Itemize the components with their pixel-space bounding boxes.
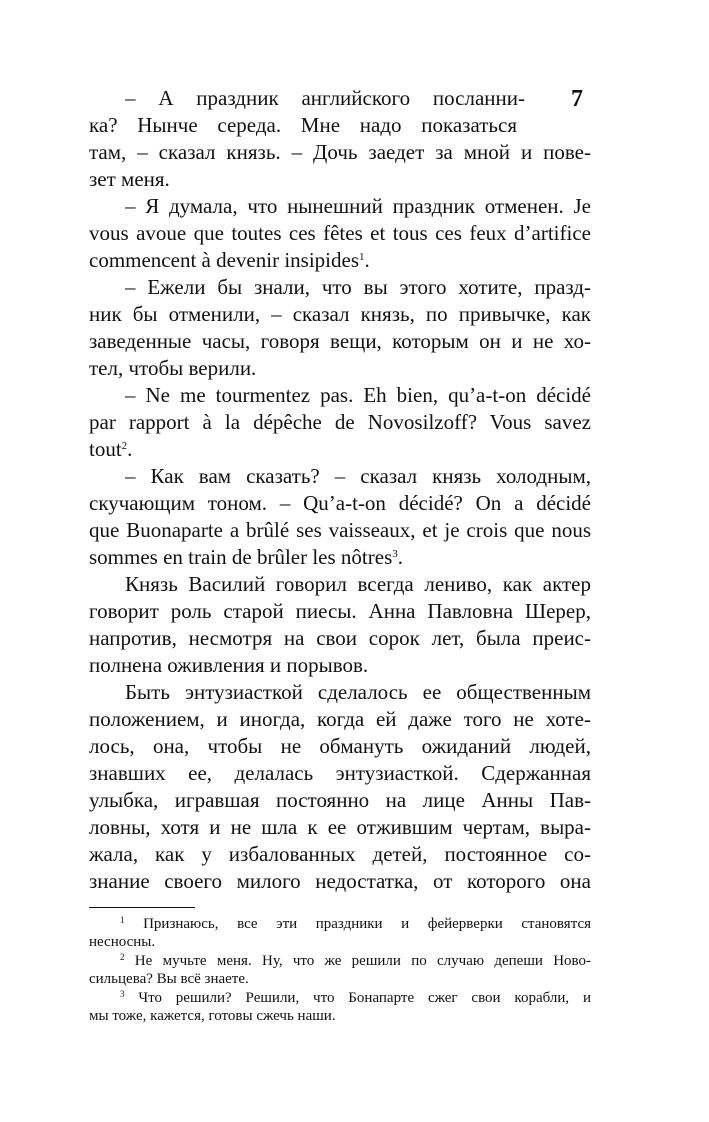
footnote-text: Признаюсь, все эти праздники и фейерверки становятся	[143, 916, 591, 932]
footnote-text: Что решили? Решили, что Бонапарте сжег свои корабли, и	[138, 990, 591, 1006]
text-line: Князь Василий говорил всегда лениво, как актер	[125, 572, 591, 596]
footnote-line	[120, 915, 591, 933]
text-line: улыбка, игравшая постоянно на лице Анны Пав-	[89, 788, 591, 812]
text-line: – Ежели бы знали, что вы этого хотите, празд-	[125, 275, 591, 299]
text-line: Быть энтузиасткой сделалось ее общественным	[125, 680, 591, 704]
footnote-line	[120, 952, 591, 970]
page-number: 7	[571, 86, 583, 112]
text-line: – Как вам сказать? – сказал князь холодным,	[125, 464, 591, 488]
footnote-line	[120, 989, 591, 1007]
text-line: заведенные часы, говоря вещи, которым он и не хо-	[89, 329, 591, 353]
text-line: там, – сказал князь. – Дочь заедет за мной и пове-	[89, 140, 591, 164]
text-line: ловны, хотя и не шла к ее отжившим чертам, выра-	[89, 815, 591, 839]
footnote-line: сильцева? Вы всё знаете.	[89, 971, 249, 987]
text-line: положением, и иногда, когда ей даже того не хоте-	[89, 707, 591, 731]
text-line: говорит роль старой пиесы. Анна Павловна Шерер,	[89, 599, 591, 623]
text-line: – Я думала, что нынешний праздник отменен. Je	[125, 194, 591, 218]
text-line: – А праздник английского посланни-	[125, 86, 525, 110]
text-line	[89, 435, 591, 463]
footnote-number: 1	[120, 915, 125, 925]
text-line: ник бы отменили, – сказал князь, по привычке, как	[89, 302, 591, 326]
text-line: знавших ее, делалась энтузиасткой. Сдержанная	[89, 761, 591, 785]
text-line: зет меня.	[89, 167, 170, 191]
footnote-line: мы тоже, кажется, готовы сжечь наши.	[89, 1008, 336, 1024]
footnote-number: 2	[120, 952, 125, 962]
footnote-divider	[89, 907, 195, 908]
text-line	[89, 543, 591, 571]
text-line: vous avoue que toutes ces fêtes et tous ces feux d’artifice	[89, 221, 591, 245]
text-run: .	[364, 248, 370, 272]
footnote-line: несносны.	[89, 934, 156, 950]
text-line: полнена оживления и порывов.	[89, 653, 369, 677]
text-line: que Buonaparte a brûlé ses vaisseaux, et je crois que nous	[89, 518, 591, 542]
text-line: тел, чтобы верили.	[89, 356, 257, 380]
text-run: .	[127, 437, 133, 461]
text-line: ка? Нынче середа. Мне надо показаться	[89, 113, 517, 137]
text-line: жала, как у избалованных детей, постоянное со-	[89, 842, 591, 866]
text-line: лось, она, чтобы не обмануть ожиданий людей,	[89, 734, 591, 758]
text-line: напротив, несмотря на свои сорок лет, была преис-	[89, 626, 591, 650]
text-line: знание своего милого недостатка, от которого она	[89, 869, 591, 893]
footnote-number: 3	[120, 989, 125, 999]
footnote-ref[interactable]: 3	[392, 548, 398, 560]
text-run: sommes en train de brûler les nôtres	[89, 545, 393, 569]
footnote-ref[interactable]: 2	[121, 440, 128, 452]
text-line	[89, 246, 591, 274]
text-line: скучающим тоном. – Qu’a-t-on décidé? On a décidé	[89, 491, 591, 515]
text-run: .	[397, 545, 403, 569]
text-line: – Ne me tourmentez pas. Eh bien, qu’a-t-on décidé	[125, 383, 591, 407]
text-line: par rapport à la dépêche de Novosilzoff? Vous savez	[89, 410, 591, 434]
footnote-ref[interactable]: 1	[359, 251, 365, 263]
text-run: commencent à devenir insipides	[89, 248, 359, 272]
text-run: tout	[89, 437, 122, 461]
footnote-text: Не мучьте меня. Ну, что же решили по случаю депеши Ново-	[134, 953, 591, 969]
